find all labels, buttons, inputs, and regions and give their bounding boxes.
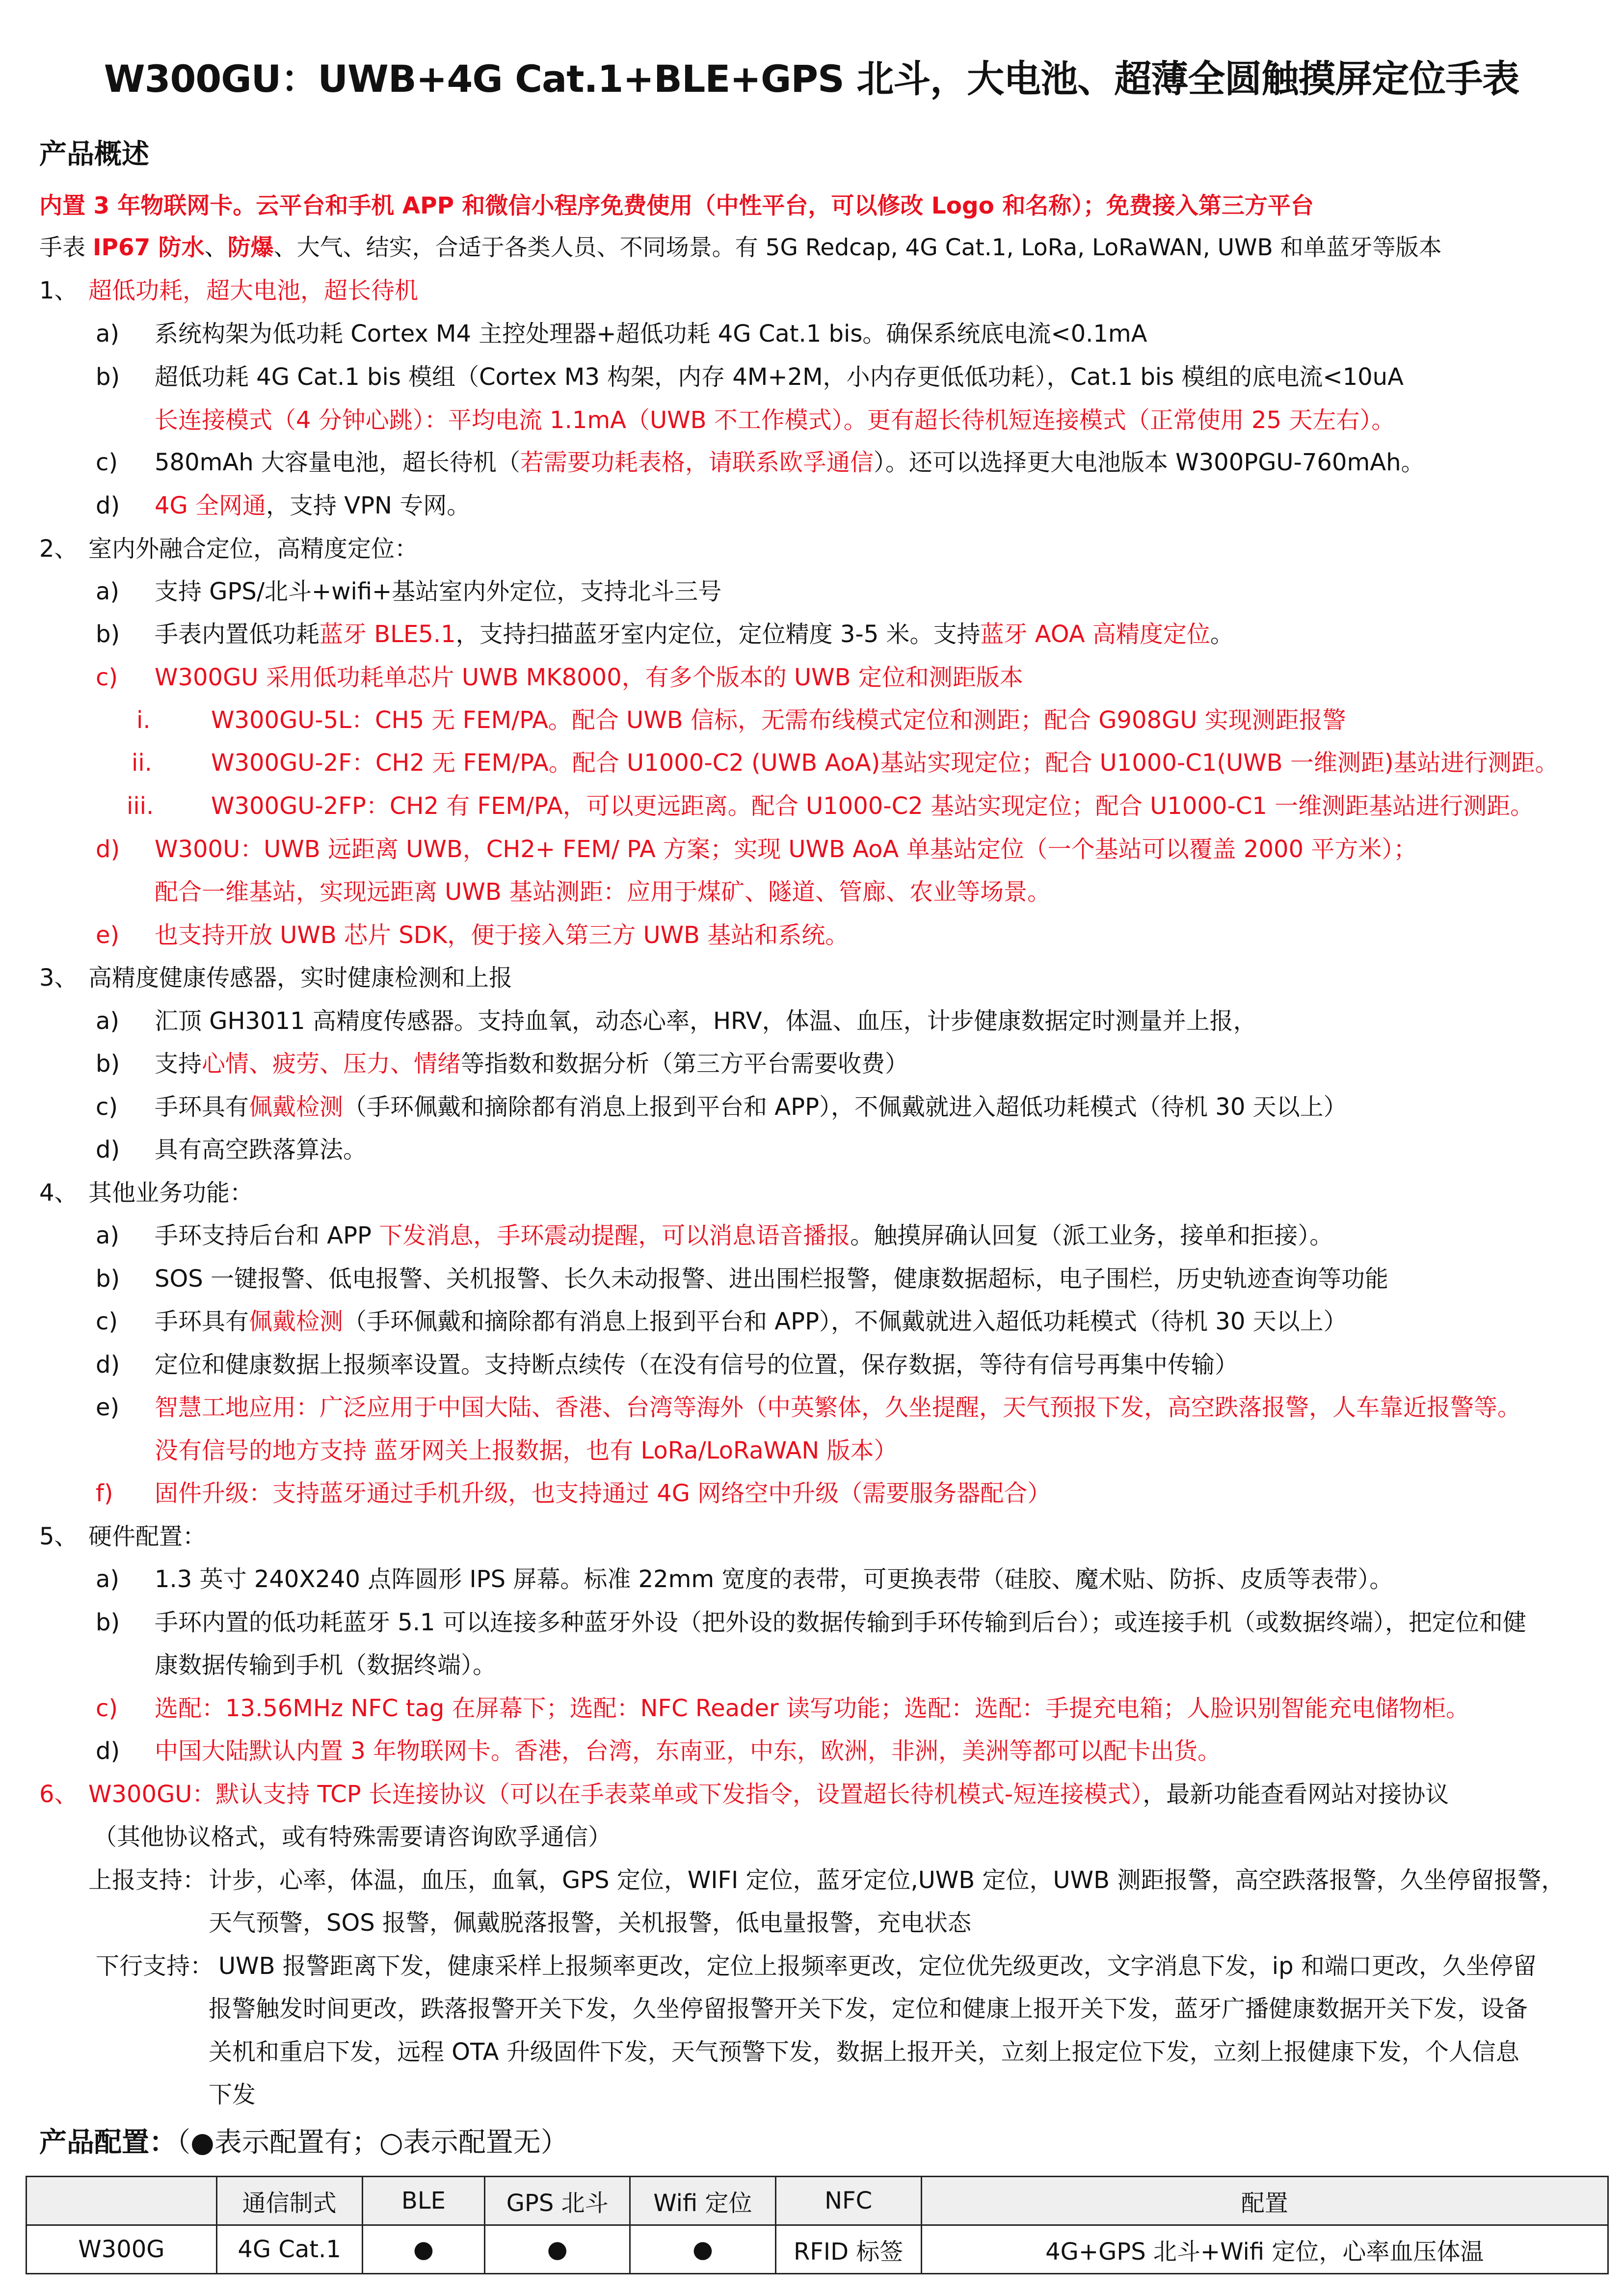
s1-marker-c: c): [96, 449, 118, 476]
s2-marker-cii: ii.: [132, 749, 152, 777]
s3-item-a: 汇顶 GH3011 高精度传感器。支持血氧，动态心率，HRV，体温、血压，计步健康数据定时测量并上报，: [155, 1007, 1257, 1035]
s3-b-text: 等指数和数据分析（第三方平台需要收费）: [461, 1050, 909, 1078]
s4-marker-c: c): [96, 1308, 118, 1335]
s4-item-e-detail: 没有信号的地方支持 蓝牙网关上报数据，也有 LoRa/LoRaWAN 版本）: [155, 1437, 898, 1464]
s4-item-b: SOS 一键报警、低电报警、关机报警、长久未动报警、进出围栏报警，健康数据超标，电子围栏，历史轨迹查询等功能: [155, 1265, 1388, 1293]
cell-gps: ●: [485, 2225, 630, 2274]
s3-item-b: [155, 1049, 908, 1079]
s3-heading: 高精度健康传感器，实时健康检测和上报: [88, 964, 513, 992]
s2-b-text: 手表内置低功耗: [155, 621, 320, 648]
s1-item-c: [155, 448, 1425, 477]
s4-item-a: [155, 1221, 1333, 1250]
s4-item-f: 固件升级：支持蓝牙通过手机升级，也支持通过 4G 网络空中升级（需要服务器配合）: [155, 1480, 1051, 1507]
s2-item-c-ii: W300GU-2F：CH2 无 FEM/PA。配合 U1000-C2 (UWB AoA)基站实现定位；配合 U1000-C1(UWB 一维测距)基站进行测距。: [211, 749, 1559, 777]
s4-marker-e: e): [96, 1394, 120, 1421]
cell-ble: ●: [362, 2225, 485, 2274]
s2-item-c-iii: W300GU-2FP：CH2 有 FEM/PA，可以更远距离。配合 U1000-C2 基站实现定位；配合 U1000-C1 一维测距基站进行测距。: [211, 792, 1534, 820]
overview-intro: [39, 233, 1442, 263]
config-heading: [39, 2126, 568, 2160]
s1-c-contact: 若需要功耗表格，请联系欧孚通信: [520, 449, 874, 476]
s1-marker-d: d): [96, 492, 120, 519]
s5-item-a: 1.3 英寸 240X240 点阵圆形 IPS 屏幕。标准 22mm 宽度的表带，可更换表带（硅胶、魔术贴、防拆、皮质等表带）。: [155, 1566, 1393, 1593]
s2-b-text: 。: [1210, 621, 1234, 648]
s3-marker-c: c): [96, 1093, 118, 1121]
s3-number: 3、: [39, 964, 78, 992]
s6-upload-label: 上报支持：: [88, 1866, 207, 1894]
intro-text: 、: [204, 234, 228, 261]
intro-ip67: IP67 防水: [92, 234, 205, 261]
s5-item-b: 手环内置的低功耗蓝牙 5.1 可以连接多种蓝牙外设（把外设的数据传输到手环传输到后台）；或连接手机（或数据终端），把定位和健: [155, 1609, 1526, 1636]
s3-marker-d: d): [96, 1136, 120, 1163]
s5-item-b-cont: 康数据传输到手机（数据终端）。: [155, 1651, 497, 1679]
s4-marker-a: a): [96, 1222, 120, 1249]
s1-item-b-detail: 长连接模式（4 分钟心跳）：平均电流 1.1mA（UWB 不工作模式）。更有超长待机短连接模式（正常使用 25 天左右）。: [155, 406, 1395, 434]
s5-item-d: 中国大陆默认内置 3 年物联网卡。香港，台湾，东南亚，中东，欧洲，非洲，美洲等都可以配卡出货。: [155, 1737, 1222, 1765]
cell-network: 4G Cat.1: [216, 2225, 362, 2274]
s4-a-messaging: 下发消息，手环震动提醒，可以消息语音播报: [379, 1222, 851, 1249]
s1-number: 1、: [39, 277, 78, 304]
s4-item-d: 定位和健康数据上报频率设置。支持断点续传（在没有信号的位置，保存数据，等待有信号再集中传输）: [155, 1351, 1239, 1378]
cell-model: W300G: [27, 2225, 217, 2274]
s4-marker-b: b): [96, 1265, 120, 1293]
intro-explosion-proof: 防爆: [227, 234, 274, 261]
s2-b-ble: 蓝牙 BLE5.1: [319, 621, 456, 648]
intro-text: 手表: [39, 234, 93, 261]
s2-heading: 室内外融合定位，高精度定位：: [88, 535, 419, 563]
s1-item-b: 超低功耗 4G Cat.1 bis 模组（Cortex M3 构架，内存 4M+2M，小内存更低低功耗），Cat.1 bis 模组的底电流<10uA: [155, 363, 1404, 391]
s5-number: 5、: [39, 1523, 78, 1550]
s3-b-text: 支持: [155, 1050, 202, 1078]
s6-protocol-note: ，最新功能查看网站对接协议: [1143, 1781, 1449, 1808]
s3-c-wear-detect: 佩戴检测: [249, 1093, 344, 1121]
s4-marker-f: f): [96, 1480, 113, 1507]
s3-c-text: 手环具有: [155, 1093, 249, 1121]
s4-a-text: 手环支持后台和 APP: [155, 1222, 379, 1249]
s5-heading: 硬件配置：: [88, 1523, 207, 1550]
s3-c-text: （手环佩戴和摘除都有消息上报到平台和 APP），不佩戴就进入超低功耗模式（待机 30 天以上）: [343, 1093, 1347, 1121]
s4-item-e: 智慧工地应用：广泛应用于中国大陆、香港、台湾等海外（中英繁体，久坐提醒，天气预报下发，高空跌落报警，人车靠近报警等。: [155, 1394, 1521, 1421]
s2-item-c-i: W300GU-5L：CH5 无 FEM/PA。配合 UWB 信标，无需布线模式定位和测距；配合 G908GU 实现测距报警: [211, 706, 1346, 734]
s4-item-c: [155, 1307, 1347, 1336]
s6-heading: [88, 1780, 1449, 1809]
overview-highlight: 内置 3 年物联网卡。云平台和手机 APP 和微信小程序免费使用（中性平台，可以修改 Logo 和名称）；免费接入第三方平台: [39, 192, 1314, 219]
col-ble: BLE: [362, 2177, 485, 2225]
s6-upload-line1: 计步，心率，体温，血压，血氧，GPS 定位，WIFI 定位，蓝牙定位,UWB 定位，UWB 测距报警，高空跌落报警，久坐停留报警，: [209, 1866, 1565, 1894]
s4-number: 4、: [39, 1179, 78, 1207]
s2-b-text: ，支持扫描蓝牙室内定位，定位精度 3-5 米。支持: [455, 621, 981, 648]
s2-marker-d: d): [96, 836, 120, 863]
s2-marker-e: e): [96, 921, 120, 949]
s1-item-a: 系统构架为低功耗 Cortex M4 主控处理器+超低功耗 4G Cat.1 bis。确保系统底电流<0.1mA: [155, 320, 1147, 348]
table-row: [27, 2225, 1608, 2274]
s2-item-e: 也支持开放 UWB 芯片 SDK，便于接入第三方 UWB 基站和系统。: [155, 921, 849, 949]
s6-consult-note: （其他协议格式，或有特殊需要请咨询欧孚通信）: [93, 1823, 612, 1851]
s6-downlink-line2: 报警触发时间更改，跌落报警开关下发，久坐停留报警开关下发，定位和健康上报开关下发，蓝牙广播健康数据开关下发，设备: [209, 1995, 1528, 2023]
s4-c-wear-detect: 佩戴检测: [249, 1308, 344, 1335]
s3-item-d: 具有高空跌落算法。: [155, 1136, 367, 1163]
cell-wifi: ●: [630, 2225, 776, 2274]
s5-marker-b: b): [96, 1609, 120, 1636]
s1-c-text: ）。还可以选择更大电池版本 W300PGU-760mAh。: [873, 449, 1425, 476]
overview-heading: 产品概述: [39, 138, 149, 170]
s2-number: 2、: [39, 535, 78, 563]
s5-marker-c: c): [96, 1695, 118, 1722]
s2-item-d-detail: 配合一维基站，实现远距离 UWB 基站测距：应用于煤矿、隧道、管廊、农业等场景。: [155, 878, 1051, 906]
s2-marker-c: c): [96, 664, 118, 691]
col-network: 通信制式: [216, 2177, 362, 2225]
s1-d-network: 4G 全网通: [155, 492, 266, 519]
s1-marker-a: a): [96, 320, 120, 348]
s4-heading: 其他业务功能：: [88, 1179, 254, 1207]
col-wifi: Wifi 定位: [630, 2177, 776, 2225]
s6-downlink-line1: UWB 报警距离下发，健康采样上报频率更改，定位上报频率更改，定位优先级更改，文字消息下发，ip 和端口更改，久坐停留: [218, 1952, 1537, 1980]
s2-item-d: W300U：UWB 远距离 UWB，CH2+ FEM/ PA 方案；实现 UWB AoA 单基站定位（一个基站可以覆盖 2000 平方米）；: [155, 836, 1417, 863]
s1-d-text: ，支持 VPN 专网。: [266, 492, 471, 519]
s3-b-emotions: 心情、疲劳、压力、情绪: [202, 1050, 461, 1078]
s2-marker-ciii: iii.: [127, 792, 154, 820]
config-table: [26, 2176, 1609, 2274]
config-header-row: [27, 2177, 1608, 2225]
s2-marker-a: a): [96, 578, 120, 605]
col-gps: GPS 北斗: [485, 2177, 630, 2225]
cell-config: 4G+GPS 北斗+Wifi 定位，心率血压体温: [921, 2225, 1608, 2274]
s6-downlink-line3: 关机和重启下发，远程 OTA 升级固件下发，天气预警下发，数据上报开关，立刻上报定位下发，立刻上报健康下发，个人信息: [209, 2038, 1519, 2066]
s6-number: 6、: [39, 1781, 78, 1808]
s1-marker-b: b): [96, 363, 120, 391]
s1-item-d: [155, 491, 470, 520]
col-model: [27, 2177, 217, 2225]
config-title: 产品配置：: [39, 2127, 177, 2159]
s6-downlink-label: 下行支持：: [96, 1952, 214, 1980]
cell-nfc: RFID 标签: [775, 2225, 921, 2274]
s2-item-a: 支持 GPS/北斗+wifi+基站室内外定位，支持北斗三号: [155, 578, 722, 605]
s2-item-b: [155, 620, 1234, 649]
s4-c-text: 手环具有: [155, 1308, 249, 1335]
col-nfc: NFC: [775, 2177, 921, 2225]
s2-marker-ci: i.: [136, 706, 151, 734]
config-legend: （●表示配置有；○表示配置无）: [177, 2127, 568, 2159]
s5-marker-d: d): [96, 1737, 120, 1765]
s3-marker-b: b): [96, 1050, 120, 1078]
s6-downlink-line4: 下发: [209, 2081, 256, 2108]
document-title: W300GU：UWB+4G Cat.1+BLE+GPS 北斗，大电池、超薄全圆触摸屏定位手表: [104, 57, 1519, 101]
intro-text: 、大气、结实，合适于各类人员、不同场景。有 5G Redcap, 4G Cat.1, LoRa, LoRaWAN, UWB 和单蓝牙等版本: [273, 234, 1442, 261]
s3-item-c: [155, 1092, 1347, 1122]
col-config: 配置: [921, 2177, 1608, 2225]
s5-item-c: 选配：13.56MHz NFC tag 在屏幕下；选配：NFC Reader 读写功能；选配：选配：手提充电箱；人脸识别智能充电储物柜。: [155, 1695, 1470, 1722]
s2-b-aoa: 蓝牙 AOA 高精度定位: [980, 621, 1210, 648]
s2-marker-b: b): [96, 621, 120, 648]
s1-heading: 超低功耗，超大电池，超长待机: [88, 277, 419, 304]
s4-a-text: 。触摸屏确认回复（派工业务，接单和拒接）。: [850, 1222, 1333, 1249]
s6-upload-line2: 天气预警，SOS 报警，佩戴脱落报警，关机报警，低电量报警，充电状态: [209, 1909, 971, 1937]
s6-protocol: W300GU：默认支持 TCP 长连接协议（可以在手表菜单或下发指令，设置超长待机模式-短连接模式）: [88, 1781, 1143, 1808]
s4-marker-d: d): [96, 1351, 120, 1378]
s2-item-c: W300GU 采用低功耗单芯片 UWB MK8000，有多个版本的 UWB 定位和测距版本: [155, 664, 1023, 691]
s4-c-text: （手环佩戴和摘除都有消息上报到平台和 APP），不佩戴就进入超低功耗模式（待机 30 天以上）: [343, 1308, 1347, 1335]
s1-c-text: 580mAh 大容量电池，超长待机（: [155, 449, 520, 476]
s3-marker-a: a): [96, 1007, 120, 1035]
s5-marker-a: a): [96, 1566, 120, 1593]
